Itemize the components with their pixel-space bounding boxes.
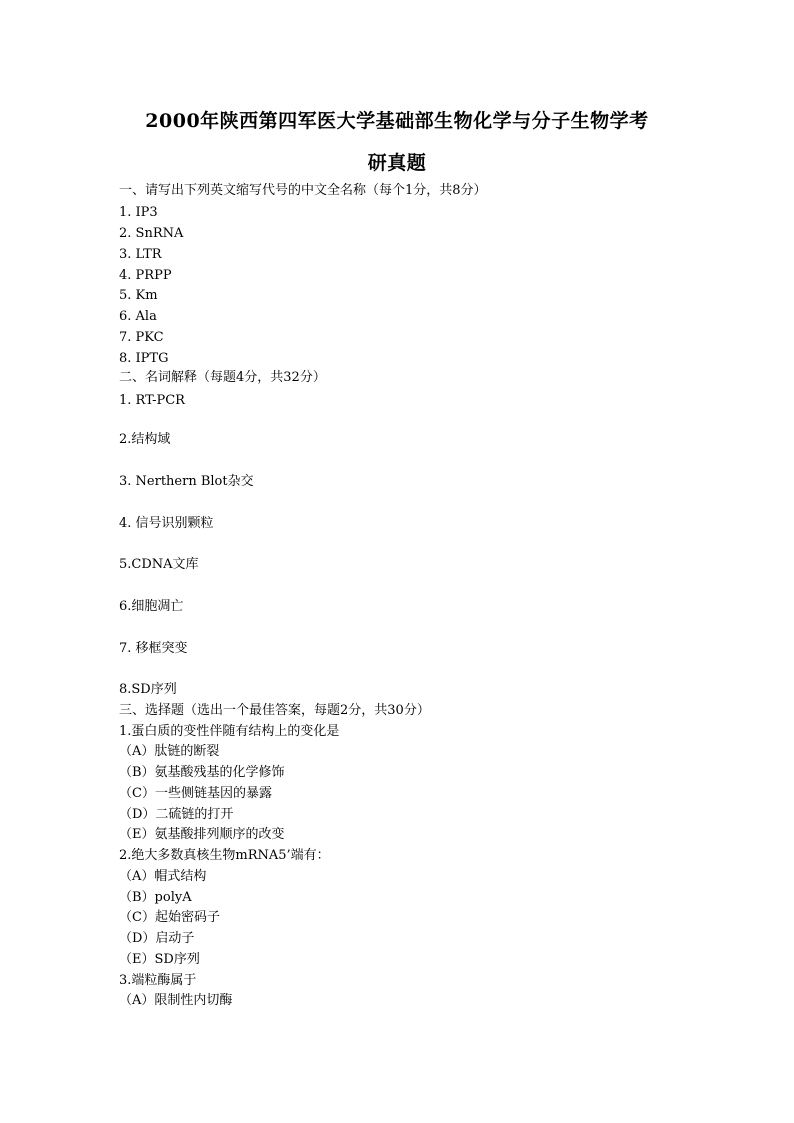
section-2-item: 1. RT-PCR [119,393,185,408]
section-1-heading: 一、请写出下列英文缩写代号的中文全名称（每个1分，共8分） [119,183,487,198]
document-title-line-2: 研真题 [367,152,427,174]
section-2-item: 6.细胞凋亡 [119,599,184,614]
section-2-item: 2.结构域 [119,432,171,447]
question-2-option: （C）起始密码子 [119,910,220,925]
section-3-heading: 三、选择题（选出一个最佳答案，每题2分，共30分） [119,703,430,718]
question-1-option: （E）氨基酸排列顺序的改变 [119,827,285,842]
section-1-item: 3. LTR [119,247,162,262]
question-1-option: （D）二硫链的打开 [119,807,234,822]
section-2-item: 7. 移框突变 [119,641,188,656]
question-3-option: （A）限制性内切酶 [119,993,233,1008]
section-2-item: 5.CDNA文库 [119,557,199,572]
question-2-option: （A）帽式结构 [119,869,207,884]
question-1-option: （C）一些侧链基因的暴露 [119,786,272,801]
question-2-option: （E）SD序列 [119,952,200,967]
question-1-stem: 1.蛋白质的变性伴随有结构上的变化是 [119,724,340,739]
section-1-item: 2. SnRNA [119,226,184,241]
section-1-item: 1. IP3 [119,205,158,220]
question-2-option: （D）启动子 [119,931,195,946]
section-2-item: 4. 信号识别颗粒 [119,516,214,531]
question-1-option: （A）肽链的断裂 [119,744,220,759]
document-title-line-1: 2000年陕西第四军医大学基础部生物化学与分子生物学考 [145,110,649,132]
section-2-item: 8.SD序列 [119,682,177,697]
section-1-item: 7. PKC [119,330,164,345]
section-1-item: 8. IPTG [119,351,169,366]
question-3-stem: 3.端粒酶属于 [119,973,197,988]
section-2-heading: 二、名词解释（每题4分，共32分） [119,370,326,385]
section-2-item: 3. Nerthern Blot杂交 [119,474,254,489]
question-2-stem: 2.绝大多数真核生物mRNA5’端有： [119,848,330,863]
section-1-item: 6. Ala [119,309,157,324]
section-1-item: 4. PRPP [119,268,172,283]
section-1-item: 5. Km [119,288,158,303]
question-2-option: （B）polyA [119,890,192,905]
question-1-option: （B）氨基酸残基的化学修饰 [119,765,285,780]
